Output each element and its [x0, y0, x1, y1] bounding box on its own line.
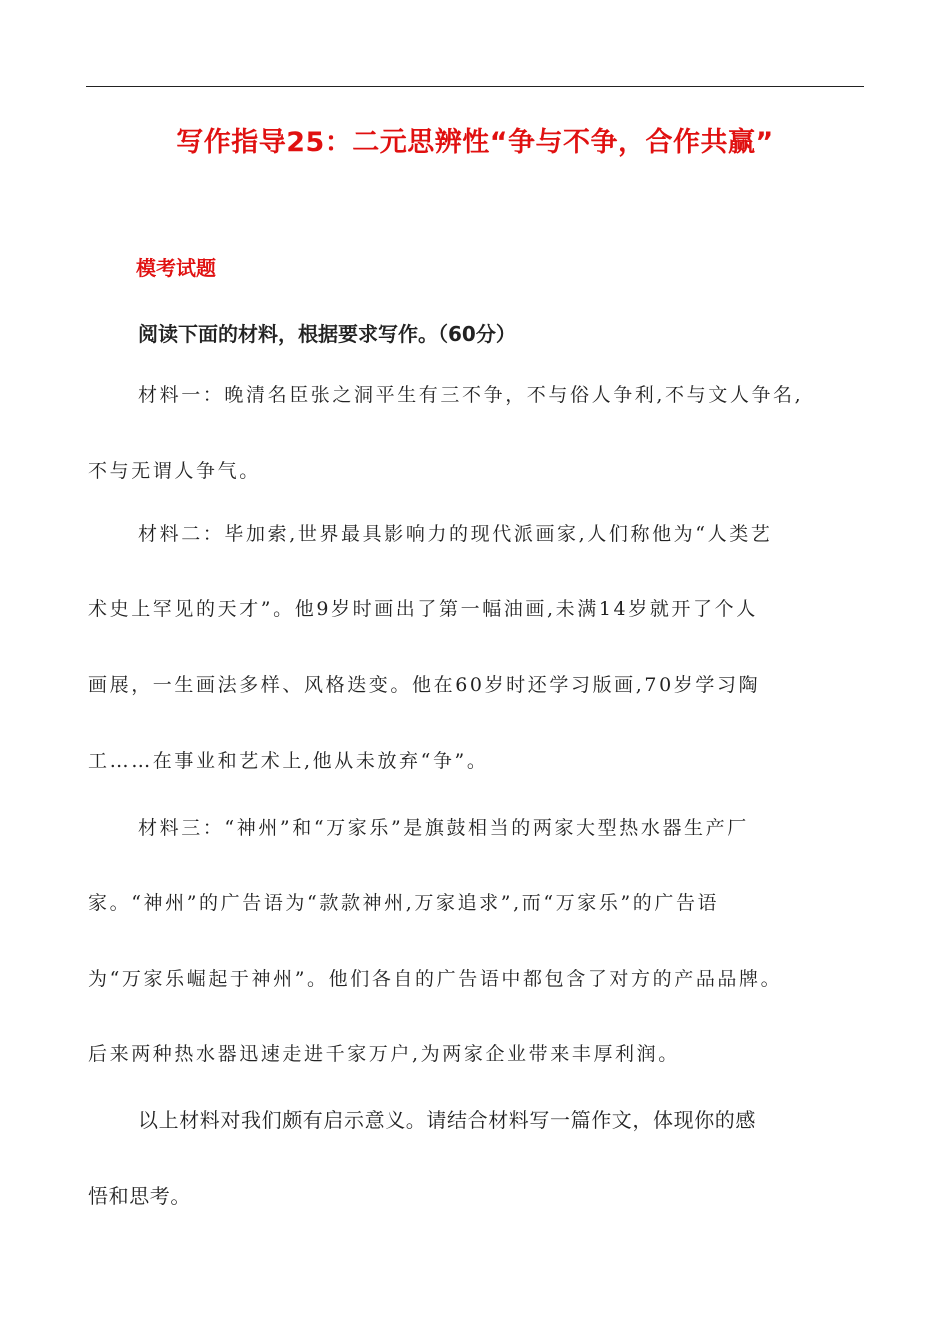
- material-two-line-2: 术史上罕见的天才”。他9岁时画出了第一幅油画,未满14岁就开了个人: [88, 598, 758, 620]
- document-title: 写作指导25：二元思辨性“争与不争，合作共赢”: [176, 127, 774, 158]
- material-one-line-2: 不与无谓人争气。: [88, 460, 261, 482]
- material-three-line-4: 后来两种热水器迅速走进千家万户,为两家企业带来丰厚利润。: [88, 1043, 680, 1065]
- section-heading: 模考试题: [136, 256, 216, 280]
- material-three-line-2: 家。“神州”的广告语为“款款神州,万家追求”,而“万家乐”的广告语: [88, 892, 720, 914]
- material-one-line-1: 材料一：晚清名臣张之洞平生有三不争，不与俗人争利,不与文人争名,: [138, 384, 804, 406]
- material-three-line-3: 为“万家乐崛起于神州”。他们各自的广告语中都包含了对方的产品品牌。: [88, 968, 783, 990]
- prompt-line-1: 以上材料对我们颇有启示意义。请结合材料写一篇作文，体现你的感: [138, 1108, 756, 1132]
- prompt-line-2: 悟和思考。: [88, 1184, 191, 1208]
- material-two-line-1: 材料二：毕加索,世界最具影响力的现代派画家,人们称他为“人类艺: [138, 523, 773, 545]
- header-rule: [86, 86, 864, 87]
- material-three-line-1: 材料三：“神州”和“万家乐”是旗鼓相当的两家大型热水器生产厂: [138, 817, 749, 839]
- writing-instruction: 阅读下面的材料，根据要求写作。（60分）: [138, 322, 516, 346]
- material-two-line-4: 工……在事业和艺术上,他从未放弃“争”。: [88, 750, 489, 772]
- material-two-line-3: 画展，一生画法多样、风格迭变。他在60岁时还学习版画,70岁学习陶: [88, 674, 761, 696]
